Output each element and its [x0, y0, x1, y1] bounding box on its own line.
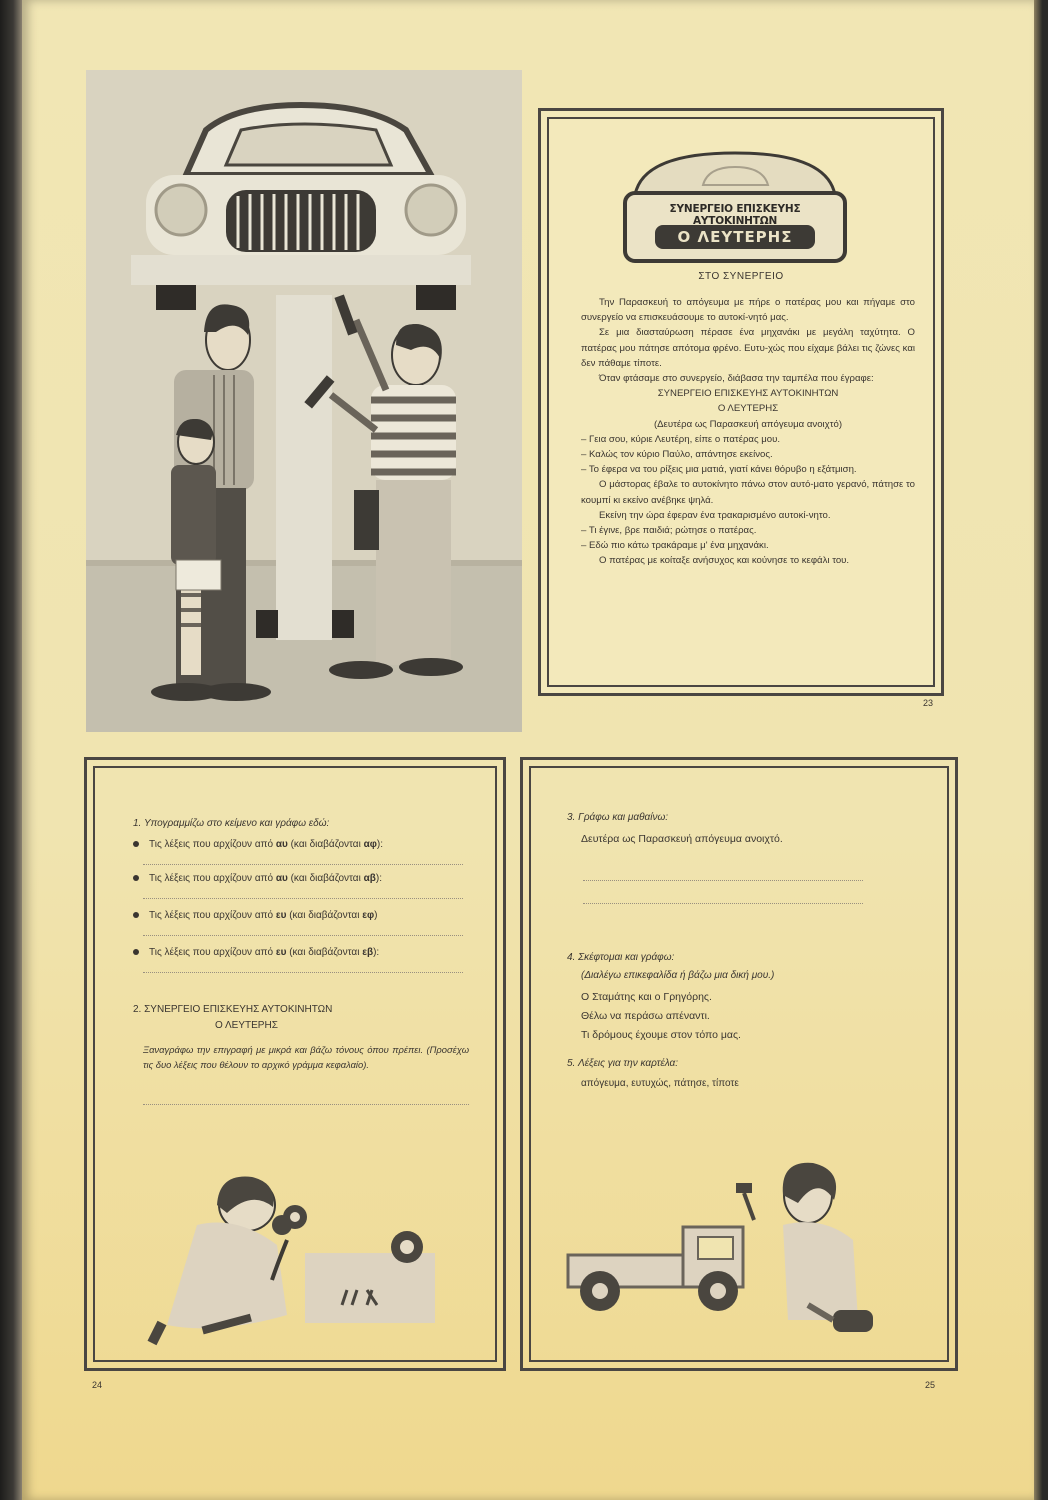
- story-paragraph: Σε μια διασταύρωση πέρασε ένα μηχανάκι με μεγάλη ταχύτητα. Ο πατέρας μου πάτησε απότομα φρένο. Ευτυ-χώς που είχαμε βάλει τις ζώνες και δεν πάθαμε τίποτε.: [581, 327, 915, 369]
- bullet-icon: [133, 912, 139, 918]
- bullet-text: ):: [373, 947, 380, 958]
- exercise-2-instructions: Ξαναγράφω την επιγραφή με μικρά και βάζω τόνους όπου πρέπει. (Προσέχω τις δυο λέξεις που θέλουν το αρχικό γράμμα κεφαλαίο).: [143, 1044, 469, 1070]
- story-paragraph: – Τι έγινε, βρε παιδιά; ρώτησε ο πατέρας.: [581, 525, 757, 537]
- bullet-text: ):: [375, 873, 382, 884]
- bullet-text: (και διαβάζονται: [286, 910, 363, 921]
- highlight-letters: αυ: [275, 839, 288, 850]
- exercise-4-subtitle: (Διαλέγω επικεφαλίδα ή βάζω μια δική μου.): [581, 970, 775, 981]
- exercise-1-bullet: [133, 839, 383, 850]
- exercise-panel-left: [84, 757, 506, 1390]
- bullet-text: Τις λέξεις που αρχίζουν από: [149, 947, 276, 958]
- sign-line-2: Ο ΛΕΥΤΕΡΗΣ: [677, 228, 793, 246]
- child-with-toy-car-drawing: [127, 1165, 447, 1360]
- exercise-4-title: 4. Σκέφτομαι και γράφω:: [567, 952, 675, 963]
- sign-line-1: ΣΥΝΕΡΓΕΙΟ ΕΠΙΣΚΕΥΗΣ ΑΥΤΟΚΙΝΗΤΩΝ: [669, 203, 801, 227]
- page-number-left: 24: [92, 1380, 103, 1390]
- story-paragraph: Ο μάστορας έβαλε το αυτοκίνητο πάνω στον αυτό-ματο γερανό, πάτησε το κουμπί κι εκείνο ανέβηκε ψηλά.: [581, 479, 915, 506]
- page-number-right: 25: [925, 1380, 936, 1390]
- story-paragraph: (Δευτέρα ως Παρασκευή απόγευμα ανοιχτό): [653, 418, 843, 430]
- exercise-1-bullet: [133, 873, 382, 884]
- answer-line[interactable]: [143, 935, 463, 936]
- highlight-letters: εβ: [362, 947, 374, 958]
- child-with-toy-truck-drawing: [558, 1145, 918, 1350]
- page-edge: [1034, 0, 1048, 1500]
- bullet-text: (και διαβάζονται: [286, 947, 363, 958]
- story-paragraph: Εκείνη την ώρα έφεραν ένα τρακαρισμένο αυτοκί-νητο.: [599, 509, 831, 521]
- bullet-icon: [133, 875, 139, 881]
- bullet-text: ):: [376, 839, 384, 850]
- bullet-text: ): [374, 910, 378, 921]
- answer-line[interactable]: [583, 903, 863, 904]
- exercise-4-option: Τι δρόμους έχουμε στον τόπο μας.: [581, 1029, 741, 1041]
- answer-line[interactable]: [143, 1104, 469, 1105]
- story-paragraph: Ο πατέρας με κοίταξε ανήσυχος και κούνησε το κεφάλι του.: [599, 555, 850, 567]
- bullet-icon: [133, 841, 139, 847]
- bullet-text: (και διαβάζονται: [287, 839, 364, 850]
- highlight-letters: αβ: [363, 873, 376, 884]
- answer-line[interactable]: [143, 898, 463, 899]
- story-panel: [538, 108, 944, 696]
- garage-illustration: [86, 70, 522, 732]
- exercise-1-bullet: [133, 910, 377, 921]
- bullet-icon: [133, 949, 139, 955]
- highlight-letters: αυ: [275, 873, 288, 884]
- exercise-5-words: απόγευμα, ευτυχώς, πάτησε, τίποτε: [581, 1078, 739, 1089]
- garage-sign: [613, 145, 857, 265]
- story-paragraph: – Καλώς τον κύριο Παύλο, απάντησε εκείνος.: [581, 449, 773, 461]
- bullet-text: Τις λέξεις που αρχίζουν από: [149, 873, 276, 884]
- exercise-1-title: 1. Υπογραμμίζω στο κείμενο και γράφω εδώ:: [133, 818, 330, 829]
- exercise-5-title: 5. Λέξεις για την καρτέλα:: [567, 1058, 678, 1069]
- story-paragraph: Ο ΛΕΥΤΕΡΗΣ: [717, 403, 779, 415]
- highlight-letters: εφ: [362, 910, 375, 921]
- story-paragraph: – Γεια σου, κύριε Λευτέρη, είπε ο πατέρας μου.: [581, 433, 781, 445]
- story-paragraph: Την Παρασκευή το απόγευμα με πήρε ο πατέρας μου και πήγαμε στο συνεργείο να επισκευάσουμε το αυτοκί-νητό μας.: [581, 297, 915, 324]
- page-number-top: 23: [923, 698, 934, 708]
- story-paragraph: – Το έφερα να του ρίξεις μια ματιά, γιατί κάνει θόρυβο η εξάτμιση.: [581, 464, 857, 476]
- story-title: ΣΤΟ ΣΥΝΕΡΓΕΙΟ: [698, 271, 784, 282]
- story-paragraph: ΣΥΝΕΡΓΕΙΟ ΕΠΙΣΚΕΥΗΣ ΑΥΤΟΚΙΝΗΤΩΝ: [657, 388, 839, 400]
- answer-line[interactable]: [143, 864, 463, 865]
- exercise-2-title-line-2: Ο ΛΕΥΤΕΡΗΣ: [215, 1020, 278, 1031]
- bullet-text: Τις λέξεις που αρχίζουν από: [149, 839, 276, 850]
- exercise-4-option: Ο Σταμάτης και ο Γρηγόρης.: [581, 991, 712, 1003]
- answer-line[interactable]: [583, 880, 863, 881]
- answer-line[interactable]: [143, 972, 463, 973]
- story-text: [581, 295, 915, 569]
- exercise-1-bullet: [133, 947, 379, 958]
- exercise-3-text: Δευτέρα ως Παρασκευή απόγευμα ανοιχτό.: [581, 833, 783, 845]
- exercise-3-title: 3. Γράφω και μαθαίνω:: [567, 812, 669, 823]
- bullet-text: (και διαβάζονται: [287, 873, 364, 884]
- exercise-panel-right: [520, 757, 958, 1390]
- story-paragraph: – Εδώ πιο κάτω τρακάραμε μ' ένα μηχανάκι.: [581, 540, 769, 552]
- exercise-4-option: Θέλω να περάσω απέναντι.: [581, 1010, 710, 1022]
- highlight-letters: ευ: [275, 910, 287, 921]
- story-paragraph: Όταν φτάσαμε στο συνεργείο, διάβασα την ταμπέλα που έγραφε:: [599, 373, 874, 385]
- bullet-text: Τις λέξεις που αρχίζουν από: [149, 910, 276, 921]
- highlight-letters: αφ: [363, 839, 377, 850]
- highlight-letters: ευ: [275, 947, 287, 958]
- exercise-2-title: 2. ΣΥΝΕΡΓΕΙΟ ΕΠΙΣΚΕΥΗΣ ΑΥΤΟΚΙΝΗΤΩΝ: [133, 1004, 333, 1015]
- book-spine: [0, 0, 22, 1500]
